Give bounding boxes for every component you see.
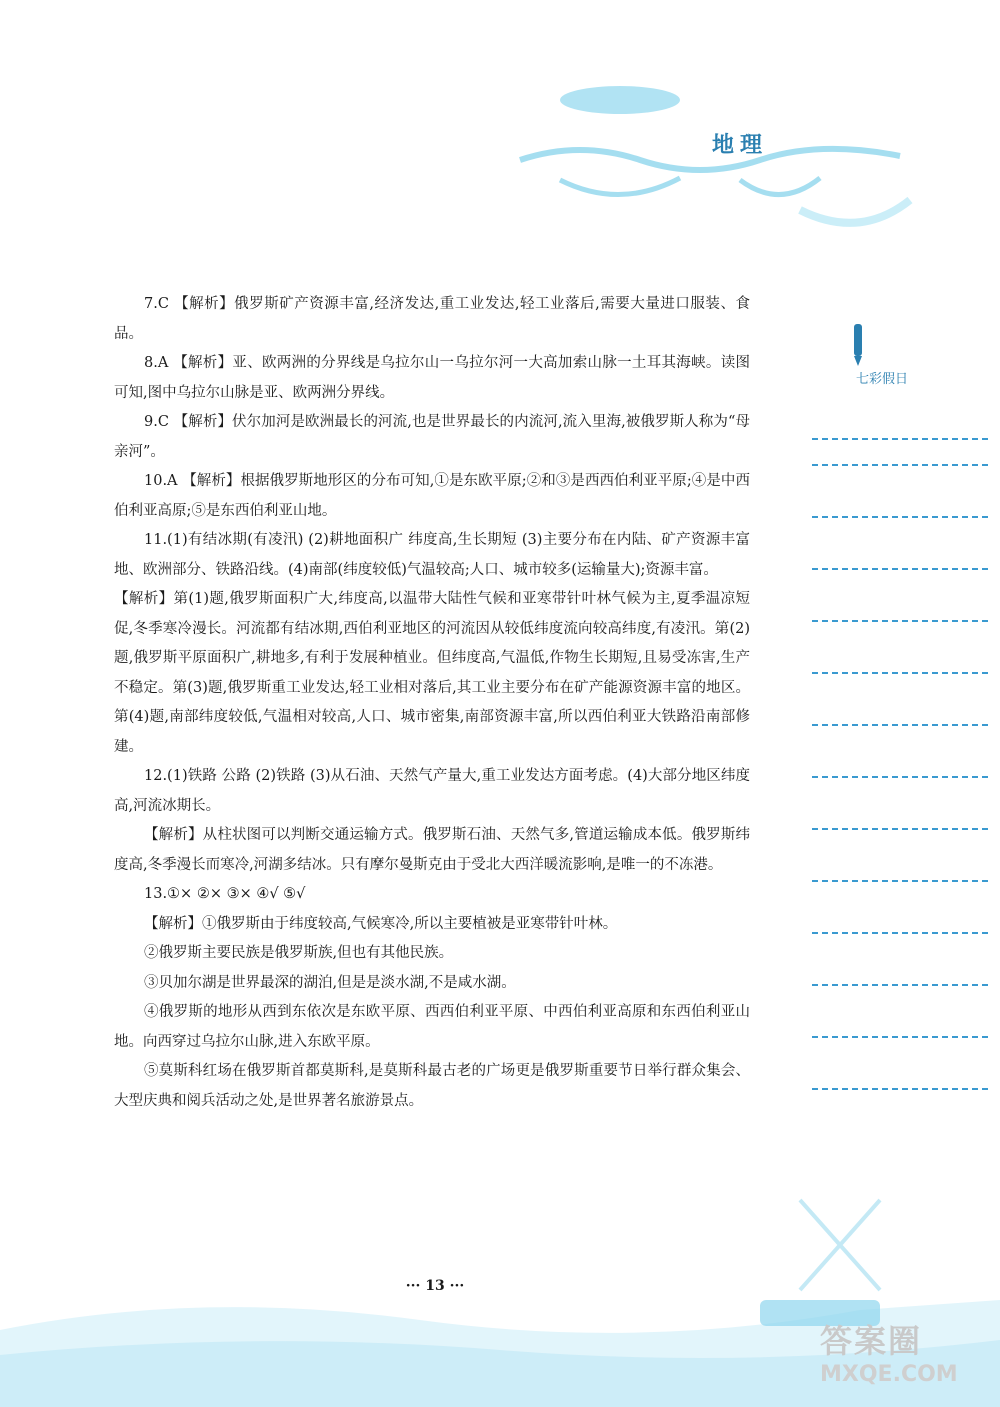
- header-decoration: [500, 60, 920, 240]
- note-line: [812, 724, 988, 726]
- note-line: [812, 464, 988, 466]
- analysis-paragraph: 【解析】第(1)题,俄罗斯面积广大,纬度高,以温带大陆性气候和亚寒带针叶林气候为主,夏季温凉短促,冬季寒冷漫长。河流都有结冰期,西伯利亚地区的河流因从较低纬度流向较高纬度,有凌汛。第(2)题,俄罗斯平原面积广,耕地多,有利于发展种植业。但纬度高,气温低,作物生长期短,且易受冻害,生产不稳定。第(3)题,俄罗斯重工业发达,轻工业相对落后,其工业主要分布在矿产能源资源丰富的地区。第(4)题,南部纬度较低,气温相对较高,人口、城市密集,南部资源丰富,所以西伯利亚大铁路沿南部修建。: [114, 591, 750, 755]
- answer-paragraph: 8.A 【解析】亚、欧两洲的分界线是乌拉尔山一乌拉尔河一大高加索山脉一土耳其海峡。读图可知,图中乌拉尔山脉是亚、欧两洲分界线。: [114, 355, 750, 401]
- note-line: [812, 438, 988, 440]
- answer-paragraph: 11.(1)有结冰期(有凌汛) (2)耕地面积广 纬度高,生长期短 (3)主要分布在内陆、矿产资源丰富地、欧洲部分、铁路沿线。(4)南部(纬度较低)气温较高;人口、城市较多(运输量大);资源丰富。: [114, 532, 750, 578]
- analysis-paragraph: 【解析】①俄罗斯由于纬度较高,气候寒冷,所以主要植被是亚寒带针叶林。: [144, 915, 618, 932]
- note-line: [812, 984, 988, 986]
- note-line: [812, 932, 988, 934]
- wave-decoration-3: [800, 200, 910, 223]
- answer-content: [114, 290, 750, 1116]
- note-lines: [812, 380, 988, 1180]
- answer-paragraph: 12.(1)铁路 公路 (2)铁路 (3)从石油、天然气产量大,重工业发达方面考虑。(4)大部分地区纬度高,河流冰期长。: [114, 768, 750, 814]
- note-line: [812, 620, 988, 622]
- note-line: [812, 1036, 988, 1038]
- note-line: [812, 672, 988, 674]
- analysis-item: ⑤莫斯科红场在俄罗斯首都莫斯科,是莫斯科最古老的广场更是俄罗斯重要节日举行群众集会、大型庆典和阅兵活动之处,是世界著名旅游景点。: [114, 1063, 750, 1109]
- sidebar-brand: 七彩假日: [856, 372, 909, 387]
- watermark-url: MXQE.COM: [820, 1362, 958, 1387]
- wave-decoration-2: [560, 178, 820, 195]
- wave-decoration: [520, 149, 900, 170]
- note-line: [812, 568, 988, 570]
- cloud-shape: [560, 86, 680, 114]
- note-line: [812, 776, 988, 778]
- watermark-logo: 答案圈: [820, 1322, 923, 1360]
- crossed-lines-decoration: [800, 1200, 880, 1290]
- pen-icon: [846, 322, 870, 368]
- subject-title: 地理: [712, 133, 769, 158]
- note-line: [812, 516, 988, 518]
- note-line: [812, 880, 988, 882]
- analysis-item: ④俄罗斯的地形从西到东依次是东欧平原、西西伯利亚平原、中西伯利亚高原和东西伯利亚山地。向西穿过乌拉尔山脉,进入东欧平原。: [114, 1004, 750, 1050]
- note-line: [812, 828, 988, 830]
- answer-paragraph: 9.C 【解析】伏尔加河是欧洲最长的河流,也是世界最长的内流河,流入里海,被俄罗斯人称为“母亲河”。: [114, 414, 750, 460]
- answer-paragraph: 10.A 【解析】根据俄罗斯地形区的分布可知,①是东欧平原;②和③是西西伯利亚平原;④是中西伯利亚高原;⑤是东西伯利亚山地。: [114, 473, 750, 519]
- analysis-paragraph: 【解析】从柱状图可以判断交通运输方式。俄罗斯石油、天然气多,管道运输成本低。俄罗斯纬度高,冬季漫长而寒冷,河湖多结冰。只有摩尔曼斯克由于受北大西洋暖流影响,是唯一的不冻港。: [114, 827, 750, 873]
- answer-paragraph: 13.①× ②× ③× ④√ ⑤√: [144, 886, 306, 902]
- answer-paragraph: 7.C 【解析】俄罗斯矿产资源丰富,经济发达,重工业发达,轻工业落后,需要大量进口服装、食品。: [114, 296, 750, 342]
- analysis-item: ③贝加尔湖是世界最深的湖泊,但是是淡水湖,不是咸水湖。: [144, 974, 516, 991]
- page-number: ··· 13 ···: [405, 1278, 465, 1294]
- analysis-item: ②俄罗斯主要民族是俄罗斯族,但也有其他民族。: [144, 945, 454, 961]
- note-line: [812, 1088, 988, 1090]
